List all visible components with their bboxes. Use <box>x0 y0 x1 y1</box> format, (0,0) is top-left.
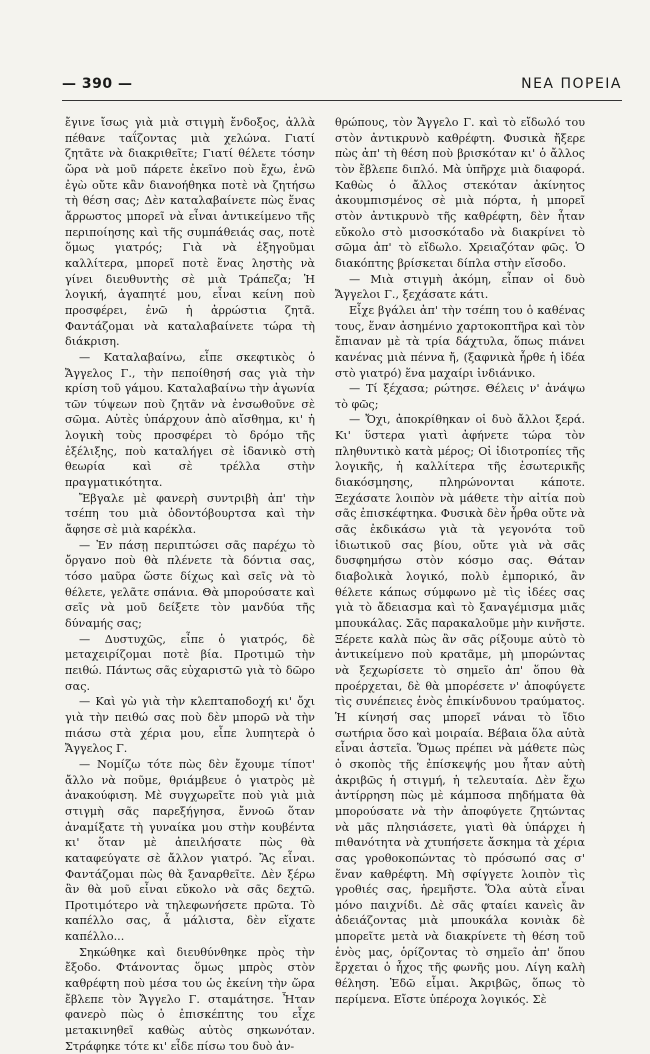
paragraph: ἔγινε ἴσως γιὰ μιὰ στιγμὴ ἔνδοξος, ἀλλὰ πέθανε ταΐζοντας μιὰ χελώνα. Γιατί ζητᾶτε νὰ διακριθεῖτε; Γιατί θέλετε τόσην ὥρα νὰ μοῦ πάρετε ἐκεῖνο ποὺ ἔχω, ἐνῶ ἐγὼ οὔτε κἂν διανοήθηκα ποτὲ νὰ ζητήσω τὴ θέση σας; Δὲν καταλαβαίνετε πὼς ἕνας ἄρρωστος μπορεῖ νὰ εἶναι ἀντικείμενο τῆς περιποίησης καὶ τῆς συμπάθειάς σας, ποτὲ ὅμως γιατρός; Γιὰ νὰ ἐξηγοῦμαι καλλίτερα, μπορεῖ ποτὲ ἕνας ληστὴς νὰ γίνει διευθυντὴς σὲ μιὰ Τράπεζα; Ἡ λογική, ἀγαπητέ μου, εἶναι κείνη ποὺ προσφέρει, ἐνῶ ἡ ἀρρώστια ζητᾶ. Φαντάζομαι νὰ καταλαβαίνετε τώρα τὴ διάκριση. <box>65 116 315 349</box>
paragraph: θρώπους, τὸν Ἄγγελο Γ. καὶ τὸ εἴδωλό του στὸν ἀντικρυνὸ καθρέφτη. Φυσικὰ ἤξερε πὼς ἀπ' τὴ θέση ποὺ βρισκόταν κι' ὁ ἄλλος τὸν ἔβλεπε διπλό. Μὰ ὑπῆρχε μιὰ διαφορά. Καθὼς ὁ ἄλλος στεκόταν ἀκίνητος ἀκουμπισμένος σὲ μιὰ πόρτα, ἡ μπορεῖ στὸν ἀντικρυνὸ τῆς καθρέφτη, δὲν ἦταν εὔκολο στὸ μισοσκόταδο νὰ διακρίνει τὸ σῶμα ἀπ' τὸ εἴδωλο. Χρειαζόταν φῶς. Ὁ διακόπτης βρίσκεται δίπλα στὴν εἴσοδο. <box>335 116 585 270</box>
paragraph: — Καὶ γὼ γιὰ τὴν κλεπταποδοχή κι' ὄχι γιὰ τὴν πειθώ σας ποὺ δὲν μπορῶ νὰ τὴν πιάσω στὰ χέρια μου, εἶπε λυπητερὰ ὁ Ἄγγελος Γ. <box>65 695 315 756</box>
paragraph: Ἔβγαλε μὲ φανερὴ συντριβὴ ἀπ' τὴν τσέπη του μιὰ ὀδοντόβουρτσα καὶ τὴν ἄφησε σὲ μιὰ καρέκλα. <box>65 491 315 537</box>
journal-title: ΝΕΑ ΠΟΡΕΙΑ <box>521 76 622 92</box>
paragraph: — Τί ξέχασα; ρώτησε. Θέλεις ν' ἀνάψω τὸ φῶς; <box>335 382 585 411</box>
paragraph: Εἶχε βγάλει ἀπ' τὴν τσέπη του ὁ καθένας τους, ἕναν ἀσημένιο χαρτοκοπτῆρα καὶ τὸν ἔπιαναν μὲ τὰ τρία δάχτυλα, ὅπως πιάνει κανένας μιὰ πέννα ἤ, (ξαφνικὰ ἦρθε ἡ ἰδέα στὸ γιατρό) ἕνα μαχαίρι ἰνδιάνικο. <box>335 303 585 380</box>
paragraph: — Δυστυχῶς, εἶπε ὁ γιατρός, δὲ μεταχειρίζομαι ποτὲ βία. Προτιμῶ τὴν πειθώ. Πάντως σᾶς εὐχαριστῶ γιὰ τὸ δῶρο σας. <box>65 632 315 693</box>
page-number: — 390 — <box>62 76 133 92</box>
left-column <box>65 115 315 1053</box>
right-column <box>335 115 585 1005</box>
paragraph: — Νομίζω τότε πὼς δὲν ἔχουμε τίποτ' ἄλλο νὰ ποῦμε, θριάμβευε ὁ γιατρὸς μὲ ἀνακούφιση. Μὲ συγχωρεῖτε ποὺ γιὰ μιὰ στιγμὴ σᾶς παρεξήγησα, ἔννοῶ ὅταν ἀναμίξατε τὴ γυναίκα μου στὴν κουβέντα κι' ὅταν μὲ ἀπειλήσατε πὼς θὰ καταφεύγατε σὲ ἄλλον γιατρό. Ἂς εἶναι. Φαντάζομαι πὼς θὰ ξαναρθεῖτε. Δὲν ξέρω ἂν θὰ μοῦ εἶναι εὔκολο νὰ σᾶς δεχτῶ. Προτιμότερο νὰ τηλεφωνήσετε πρῶτα. Τὸ καπέλλο σας, ἆ μάλιστα, δὲν εἴχατε καπέλλο... <box>65 757 315 944</box>
paragraph: — Ὄχι, ἀποκρίθηκαν οἱ δυὸ ἄλλοι ξερά. Κι' ὕστερα γιατὶ ἀφήνετε τώρα τὸν πληθυντικὸ κατὰ μέρος; Οἱ ἰδιοτροπίες τῆς λογικῆς, ἡ καλλίτερα τῆς ἐσωτερικῆς διακόσμησης, πληρώνονται κάποτε. Ξεχάσατε λοιπὸν νὰ μάθετε τὴν αἰτία ποὺ σᾶς ἐπισκέφτηκα. Φυσικὰ δὲν ἦρθα οὔτε νὰ σᾶς ἐκδικάσω γιὰ τὰ γεγονότα τοῦ ἰδιωτικοῦ σας βίου, οὔτε γιὰ νὰ σᾶς δυσφημήσω στὸν κόσμο σας. Θάταν διαβολικὰ λογικό, πολὺ ἐμπορικό, ἂν θέλετε κάπως σύμφωνο μὲ τὶς ἰδέες σας γιὰ τὸ ἄδειασμα καὶ τὸ ξαναγέμισμα μιᾶς μπουκάλας. Σᾶς παρακαλοῦμε μὴν κινῆστε. Ξέρετε καλὰ πὼς ἂν σᾶς ρίξουμε αὐτὸ τὸ ἀντικείμενο ποὺ κρατᾶμε, μὴ μπορώντας νὰ ξεχωρίσετε τὸ σημεῖο ἀπ' ὅπου θὰ προέρχεται, δὲ θὰ μπορέσετε ν' ἀποφύγετε τὶς συνέπειες ἑνὸς ἐπικίνδυνου τραύματος. Ἡ κίνησή σας μπορεῖ νάναι τὸ ἴδιο σωτήρια ὅσο καὶ μοιραία. Βέβαια ὅλα αὐτὰ εἶναι ἀστεῖα. Ὅμως πρέπει νὰ μάθετε πὼς ὁ σκοπὸς τῆς ἐπίσκεψής μου ἦταν αὐτὴ ἀκριβῶς ἡ στιγμή, ἡ τελευταία. Δὲν ἔχω ἀντίρρηση πὼς μὲ κάμποσα πηδήματα θὰ μπορούσατε νὰ τὴν ἀποφύγετε ζητώντας νὰ μᾶς πλησιάσετε, γιατὶ θὰ ὑπάρχει ἡ πιθανότητα νὰ χτυπήσετε ἄσκημα τὰ χέρια σας γροθοκοπώντας τὸ πρόσωπό σας σ' ἕναν καθρέφτη. Μὴ σφίγγετε λοιπὸν τὶς γροθιές σας, ἠρεμῆστε. Ὅλα αὐτὰ εἶναι μόνο παιχνίδι. Δὲ σᾶς φταίει κανεὶς ἂν ἀδειάζοντας μιὰ μπουκάλα κονιὰκ δὲ μπορεῖτε μετὰ νὰ διακρίνετε τὴ θέση τοῦ ἑνὸς μας, ὁρίζοντας τὸ σημεῖο ἀπ' ὅπου ἔρχεται ὁ ἦχος τῆς φωνῆς μου. Λίγη καλὴ θέληση. Ἐδῶ εἶμαι. Ἀκριβῶς, ὅπως τὸ περίμενα. Εἴστε ὑπέροχα λογικός. Σὲ <box>335 413 585 1006</box>
paragraph: — Ἐν πάσῃ περιπτώσει σᾶς παρέχω τὸ ὄργανο ποὺ θὰ πλένετε τὰ δόντια σας, τόσο μαῦρα ὥστε δίχως καὶ σεῖς νὰ τὸ θέλετε, γελᾶτε σπάνια. Θὰ μπορούσατε καὶ σεῖς νὰ μοῦ δείξετε τὸν μανδύα τῆς δύναμής σας; <box>65 538 315 630</box>
paragraph: — Μιὰ στιγμὴ ἀκόμη, εἶπαν οἱ δυὸ Ἄγγελοι Γ., ξεχάσατε κάτι. <box>335 272 585 302</box>
header-rule <box>62 100 622 101</box>
paragraph: Σηκώθηκε καὶ διευθύνθηκε πρὸς τὴν ἔξοδο. Φτάνοντας ὅμως μπρὸς στὸν καθρέφτη ποὺ μέσα του ὡς ἐκείνη τὴν ὥρα ἔβλεπε τὸν Ἄγγελο Γ. σταμάτησε. Ἦταν φανερὸ πὼς ὁ ἐπισκέπτης του εἶχε μετακινηθεῖ καθὼς αὐτὸς σηκωνόταν. Στράφηκε τότε κι' εἶδε πίσω του δυὸ ἀν- <box>65 945 315 1053</box>
paragraph: — Καταλαβαίνω, εἶπε σκεφτικὸς ὁ Ἄγγελος Γ., τὴν πεποίθησή σας γιὰ τὴν κρίση τοῦ γάμου. Καταλαβαίνω τὴν ἀγωνία τῶν τύψεων ποὺ ζητᾶν νὰ ἐνσωθοῦνε σὲ σῶμα. Αὐτὲς ὑπάρχουν ἀπὸ αἴσθημα, κι' ἡ λογικὴ τοὺς προσφέρει τὸ δρόμο τῆς ἐξέλιξης, ποὺ καταλήγει σὲ ἰδανικὸ στὴ θεωρία καὶ σὲ τρέλλα στὴν πραγματικότητα. <box>65 350 315 490</box>
page-header <box>62 76 622 96</box>
